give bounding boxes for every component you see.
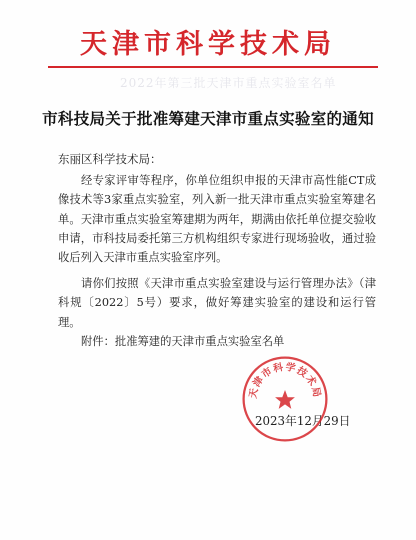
seal-star-icon [275,390,295,409]
attachment-line: 附件：批准筹建的天津市重点实验室名单 [81,335,285,348]
notice-title: 市科技局关于批准筹建天津市重点实验室的通知 [42,109,374,128]
body-paragraph-1: 经专家评审等程序，你单位组织申报的天津市高性能CT成像技术等3家重点实验室，列入新一批天津市重点实验室筹建名单。天津市重点实验室筹建期为两年，期满由依托单位提交验收申请，市科技局委托第三方机构组织专家进行现场验收，通过验收后列入天津市重点实验室序列。 [58,174,376,265]
official-seal [240,354,330,444]
org-letterhead-title: 天津市科学技术局 [80,29,336,60]
bleed-through-text: 2022年第三批天津市重点实验室名单 [120,76,337,90]
issue-date: 2023年12月29日 [255,414,351,428]
seal-text: 天津市科学技术局 [247,361,323,400]
body-paragraph-2: 请你们按照《天津市重点实验室建设与运行管理办法》（津科规〔2022〕5号）要求，做好筹建实验室的建设和运行管理。 [58,277,376,329]
addressee: 东丽区科学技术局： [58,152,162,166]
letterhead-red-rule [48,66,378,68]
